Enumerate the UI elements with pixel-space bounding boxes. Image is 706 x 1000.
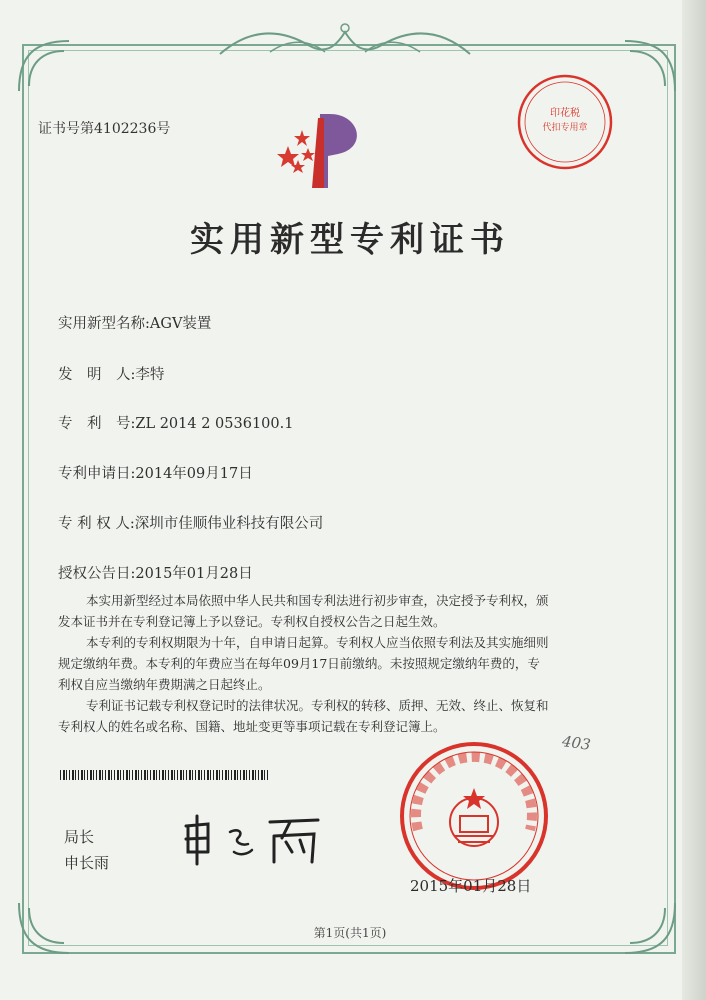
seal-date: 2015年01月28日 [410,877,532,895]
body-p2-line1: 本专利的专利权期限为十年，自申请日起算。专利权人应当依照专利法及其实施细则 [86,635,549,650]
certificate-title: 实用新型专利证书 [190,220,510,260]
certificate-number: 证书号第4102236号 [38,121,171,137]
body-p3-line2: 专利权人的姓名或名称、国籍、地址变更等事项记载在专利登记簿上。 [58,719,446,734]
body-p1-line1: 本实用新型经过本局依照中华人民共和国专利法进行初步审查，决定授予专利权，颁 [86,593,549,608]
page-footer: 第1页(共1页) [313,926,387,940]
barcode [60,770,270,780]
field-inventor: 发 明 人:李特 [58,367,165,383]
top-ornament-icon [210,18,480,62]
tax-stamp-icon [515,72,615,172]
tax-stamp-line1: 印花税 [550,108,580,119]
field-patent-number: 专 利 号:ZL 2014 2 0536100.1 [58,416,294,432]
page-edge-shadow [682,0,706,1000]
director-title: 局长 [64,828,95,846]
director-name: 申长雨 [64,854,110,872]
body-p1-line2: 发本证书并在专利登记簿上予以登记。专利权自授权公告之日起生效。 [58,614,446,629]
director-signature [178,808,328,868]
field-grant-date: 授权公告日:2015年01月28日 [58,566,253,582]
field-application-date: 专利申请日:2014年09月17日 [58,466,253,482]
official-seal-icon [398,740,550,892]
body-p3-line1: 专利证书记载专利权登记时的法律状况。专利权的转移、质押、无效、终止、恢复和 [86,698,549,713]
corner-ornament-icon [14,36,74,96]
body-p2-line2: 规定缴纳年费。本专利的年费应当在每年09月17日前缴纳。未按照规定缴纳年费的，专 [58,656,540,671]
patent-office-logo-icon [268,108,378,190]
body-p2-line3: 利权自应当缴纳年费期满之日起终止。 [58,677,271,692]
field-patentee: 专 利 权 人:深圳市佳顺伟业科技有限公司 [58,516,324,532]
corner-ornament-icon [620,36,680,96]
field-utility-model-name: 实用新型名称:AGV装置 [58,316,212,332]
tax-stamp-line2: 代扣专用章 [542,123,588,133]
handwritten-note: 403 [560,732,592,754]
